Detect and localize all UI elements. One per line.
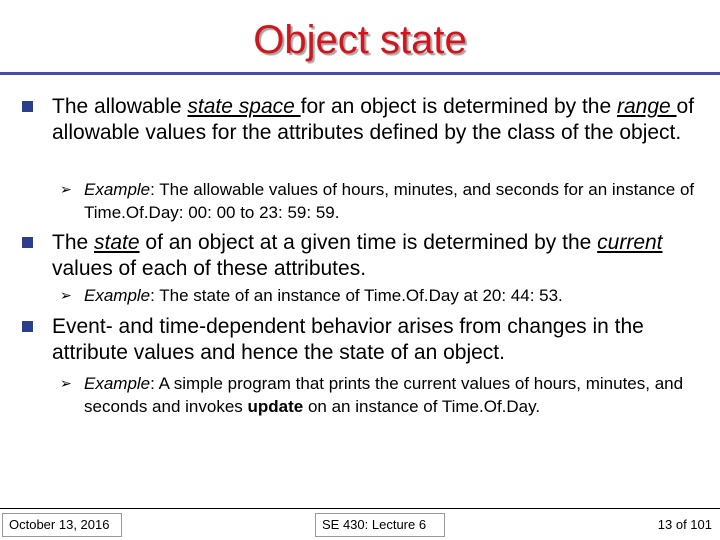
bullet-text: of an object at a given time is determined by the	[139, 231, 598, 254]
bullet-text: The	[52, 231, 95, 254]
example-label: Example	[84, 180, 151, 199]
bullet-text: for an object is determined by the	[300, 95, 617, 118]
bullet-state-space	[52, 94, 712, 146]
square-bullet-icon	[22, 101, 33, 112]
sub-bullet-text: : The allowable values of hours, minutes, and seconds for an instance of Time.Of.Day: 00: 00 to 23: 59: 59.	[84, 180, 695, 222]
footer-page-number: 13 of 101	[657, 517, 712, 532]
bullet-state	[52, 230, 712, 282]
bullet-text: of allowable values for the attributes defined by the class of the object.	[52, 95, 695, 144]
sub-bullet-text: : The state of an instance of Time.Of.Day at 20: 44: 53.	[150, 286, 563, 305]
bullet-text: The allowable	[52, 95, 188, 118]
emphasis-range: range	[617, 95, 677, 118]
emphasis-state: state	[94, 231, 140, 254]
example-label: Example	[84, 374, 151, 393]
footer-divider	[0, 508, 720, 509]
bullet-text: Event- and time-dependent behavior arises from changes in the attribute values and hence the state of an object.	[52, 315, 644, 364]
example-label: Example	[84, 286, 151, 305]
arrow-bullet-icon: ➢	[60, 375, 72, 391]
bullet-event-behavior	[52, 314, 712, 366]
arrow-bullet-icon: ➢	[60, 287, 72, 303]
footer-course: SE 430: Lecture 6	[315, 513, 445, 537]
sub-bullet-text: : A simple program that prints the current values of hours, minutes, and seconds and invokes	[84, 374, 684, 416]
bullet-text: values of each of these attributes.	[52, 257, 367, 280]
square-bullet-icon	[22, 237, 33, 248]
square-bullet-icon	[22, 321, 33, 332]
update-keyword: update	[247, 397, 304, 416]
footer-date: October 13, 2016	[2, 513, 122, 537]
arrow-bullet-icon: ➢	[60, 181, 72, 197]
sub-bullet-example-3	[60, 372, 704, 418]
slide-title: Object state	[253, 18, 467, 62]
emphasis-state-space: state space	[187, 95, 301, 118]
sub-bullet-example-1	[60, 178, 704, 224]
sub-bullet-example-2	[60, 284, 704, 307]
title-divider	[0, 72, 720, 75]
emphasis-current: current	[597, 231, 663, 254]
sub-bullet-text: on an instance of Time.Of.Day.	[303, 397, 541, 416]
